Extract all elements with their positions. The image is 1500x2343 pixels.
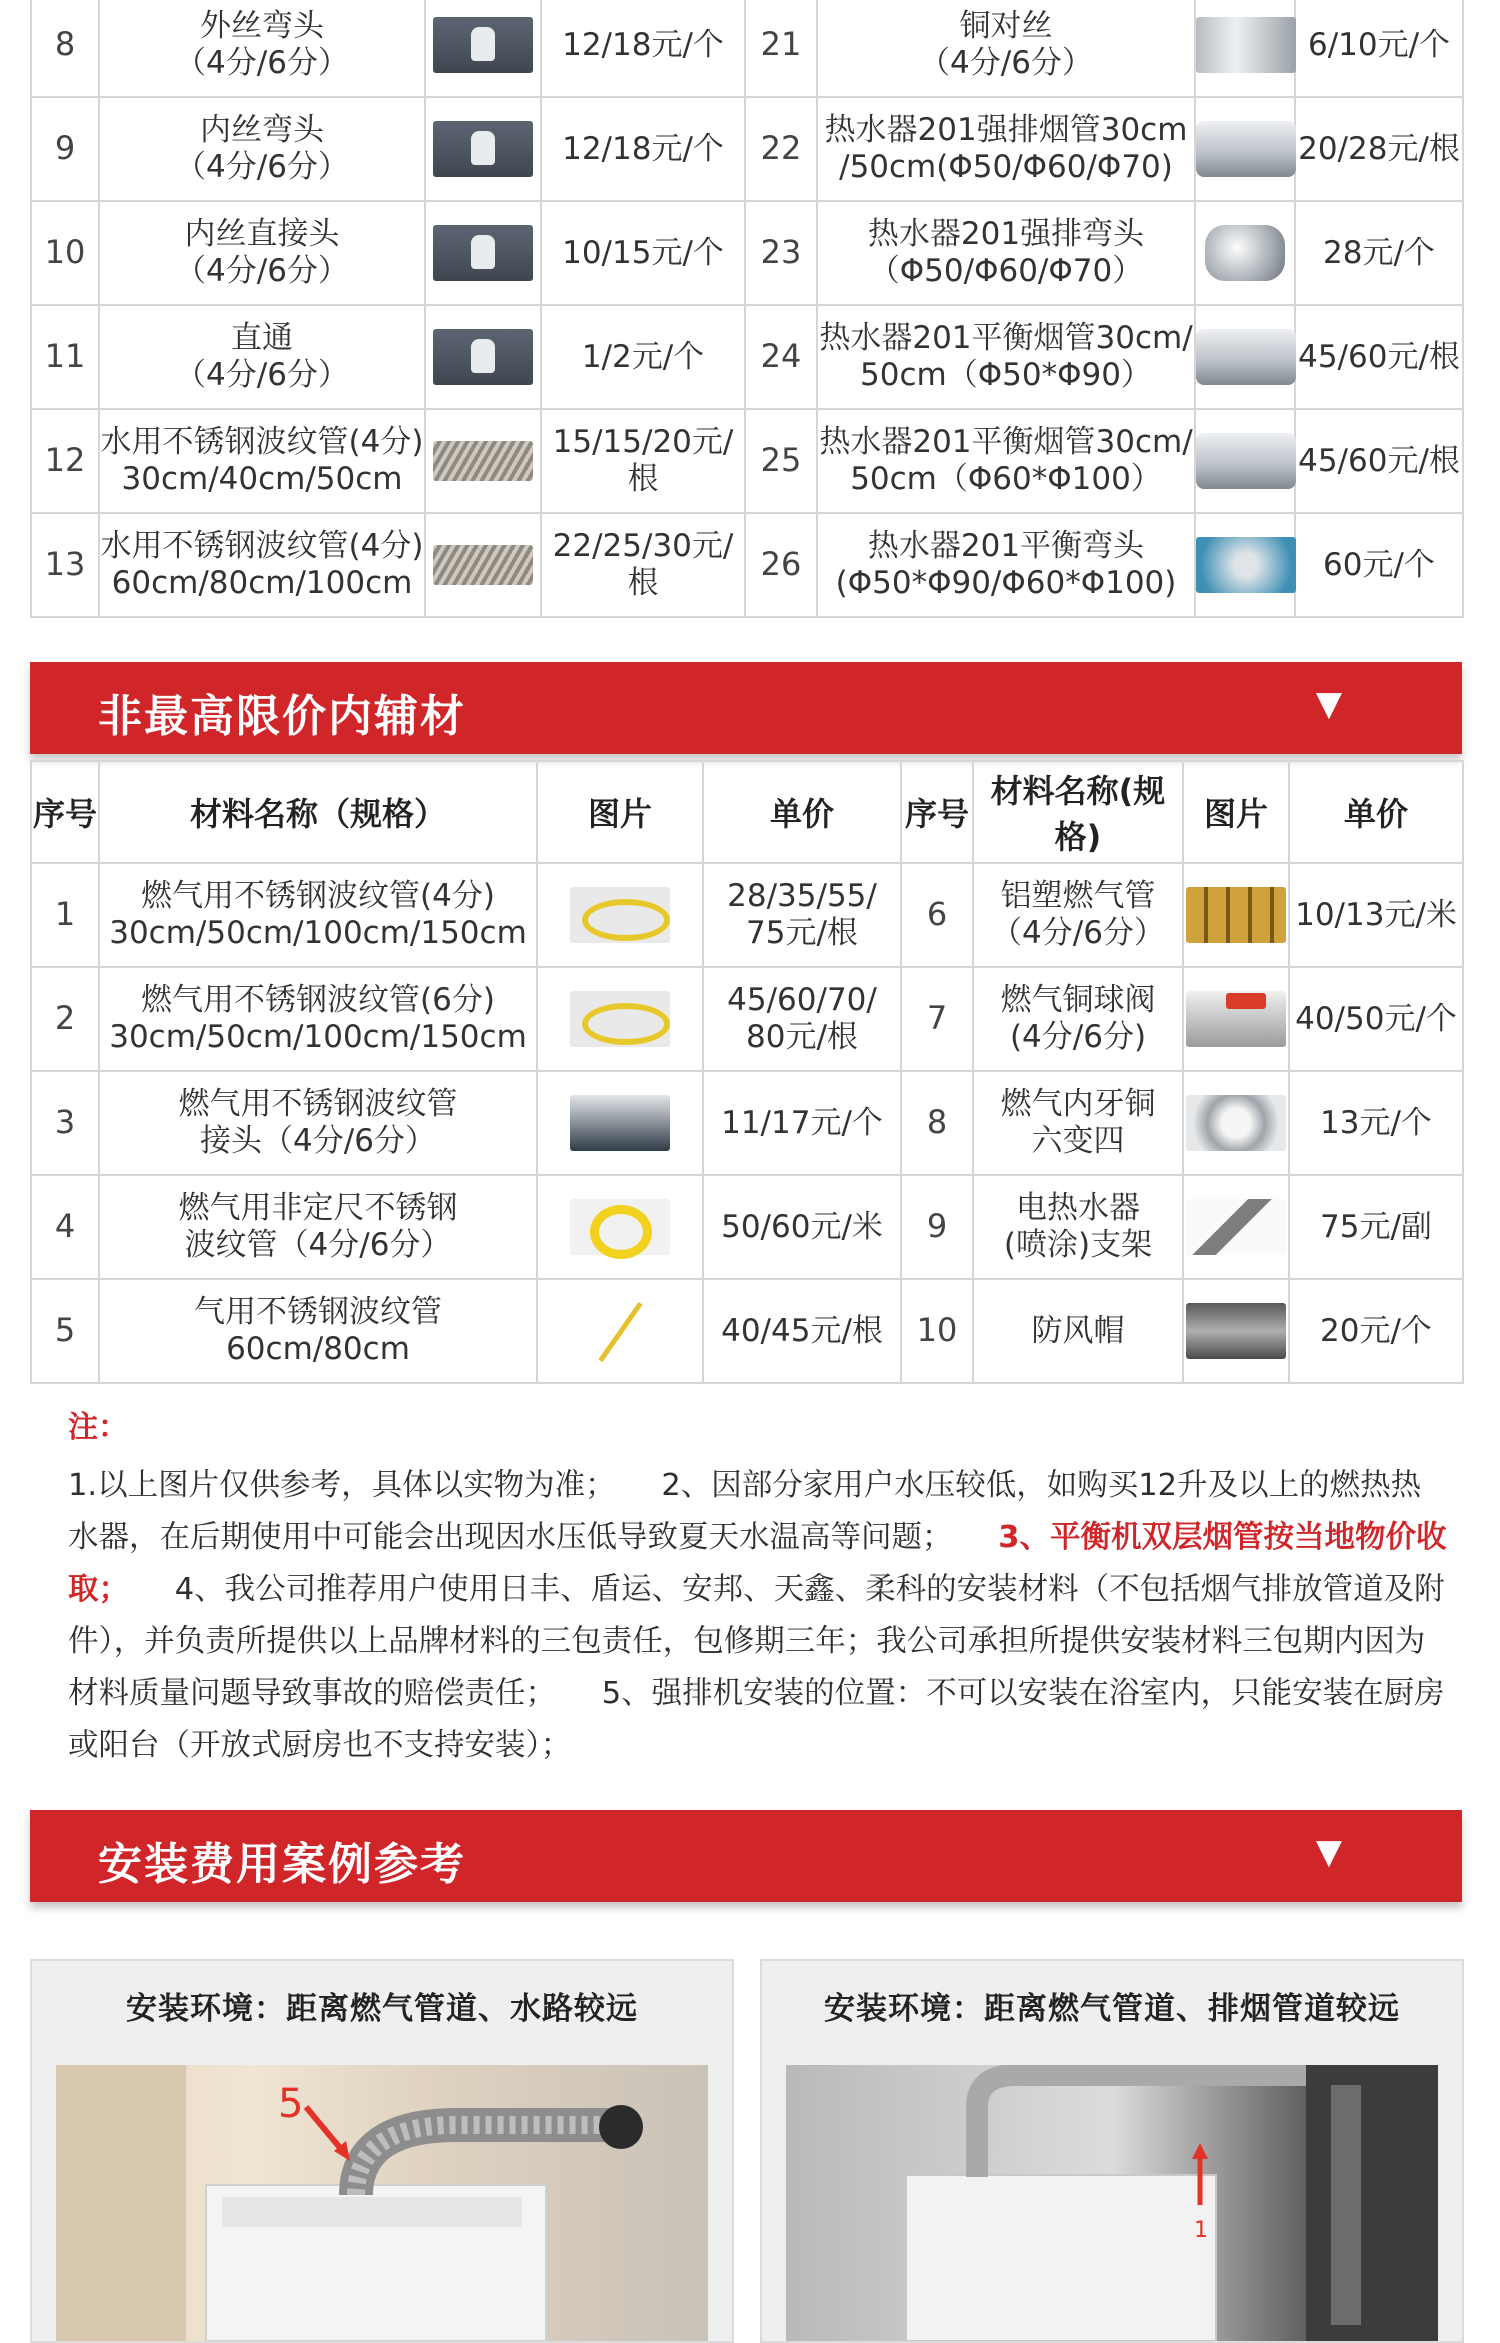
balanced-flue-icon (1196, 433, 1296, 489)
case-label: 安装环境：距离燃气管道、排烟管道较远 (824, 1991, 1400, 2027)
unit-price (541, 97, 745, 201)
unit-price-text: 6/10元/个 (1307, 26, 1451, 63)
material-name-line-1: 内丝直接头 (184, 216, 340, 253)
material-image-2 (1183, 863, 1289, 967)
material-name-line-1: 燃气用不锈钢波纹管(6分) (141, 982, 495, 1019)
unit-price-2 (1295, 201, 1463, 305)
header-price-2: 单价 (1289, 761, 1463, 863)
material-image (425, 201, 541, 305)
material-image (425, 305, 541, 409)
row-number (31, 1071, 99, 1175)
row-number-text: 13 (44, 545, 86, 584)
unit-price-2 (1289, 863, 1463, 967)
material-name-line-2: /50cm(Φ50/Φ60/Φ70) (839, 149, 1173, 185)
row-number-text: 10 (44, 233, 86, 272)
unit-price-2 (1295, 513, 1463, 617)
unit-price-text: 22/25/30元/根 (552, 528, 734, 601)
unit-price (703, 863, 901, 967)
install-photo (786, 2065, 1438, 2341)
notes-paragraph: 1.以上图片仅供参考，具体以实物为准； 2、因部分家用户水压较低，如购买12升及以上的燃热热水器，在后期使用中可能会出现因水压低导致夏天水温高等问题； (68, 1468, 1422, 1555)
balanced-elbow-icon (1196, 537, 1296, 593)
unit-price (703, 1175, 901, 1279)
row-number (31, 513, 99, 617)
row-number-text: 9 (926, 1207, 948, 1246)
row-number-text: 23 (760, 233, 802, 272)
unit-price-text: 13元/个 (1320, 1104, 1432, 1141)
unit-price-line-2: 75元/根 (746, 915, 858, 951)
row-number (31, 967, 99, 1071)
unit-price-text: 28元/个 (1323, 234, 1435, 271)
material-name-line-2: 50cm（Φ60*Φ100） (850, 461, 1162, 497)
table-row (31, 1279, 1463, 1383)
material-name-2 (817, 97, 1195, 201)
material-name-line-2: 60cm/80cm (226, 1331, 410, 1367)
material-name (99, 1175, 537, 1279)
aluminum-gas-pipe-icon (1186, 887, 1286, 943)
flue-elbow-icon (1205, 225, 1285, 281)
material-name-line-1: 燃气用不锈钢波纹管(4分) (141, 878, 495, 915)
row-number-2 (901, 967, 973, 1071)
unit-price (703, 967, 901, 1071)
row-number-2 (901, 863, 973, 967)
material-image (537, 1279, 703, 1383)
header-name: 材料名称（规格） (99, 761, 537, 863)
unit-price-text: 12/18元/个 (562, 130, 724, 167)
fitting-elbow-icon (433, 17, 533, 73)
material-image-2 (1195, 201, 1295, 305)
material-name-line-1: 热水器201平衡烟管30cm/ (819, 320, 1193, 357)
material-name-line-1: 燃气用不锈钢波纹管 (178, 1086, 458, 1123)
material-name-line-1: 铝塑燃气管 (1000, 878, 1156, 915)
gas-hose-icon (570, 887, 670, 943)
row-number-text: 12 (44, 441, 86, 480)
unit-price-2 (1295, 0, 1463, 97)
row-number-text: 3 (54, 1103, 76, 1142)
case-marker: 1 (1194, 2218, 1208, 2243)
material-name-line-1: 水用不锈钢波纹管(4分) (100, 528, 424, 565)
case-label: 安装环境：距离燃气管道、水路较远 (126, 1991, 638, 2027)
material-image-2 (1195, 97, 1295, 201)
case-marker: 5 (278, 2081, 304, 2127)
row-number-text: 11 (44, 337, 86, 376)
unit-price-line-1: 45/60/70/ (727, 982, 877, 1019)
row-number (31, 305, 99, 409)
material-name-line-1: 热水器201强排弯头 (867, 216, 1145, 253)
unit-price-2 (1295, 305, 1463, 409)
material-name-line-1: 热水器201平衡弯头 (867, 528, 1145, 565)
heater-bracket-icon (1186, 1199, 1286, 1255)
fitting-elbow-icon (433, 121, 533, 177)
row-number (31, 201, 99, 305)
flue-pipe-icon (1196, 121, 1296, 177)
material-name-line-2: （4分/6分） (175, 357, 349, 393)
material-name-line-2: 30cm/50cm/100cm/150cm (109, 1019, 527, 1055)
unit-price-text: 15/15/20元/根 (552, 424, 734, 497)
table-row (31, 0, 1463, 97)
material-name-line-1: 燃气铜球阀 (1000, 982, 1156, 1019)
material-name-2 (817, 201, 1195, 305)
material-name (99, 305, 425, 409)
material-image-2 (1195, 513, 1295, 617)
coiled-hose-icon (570, 1199, 670, 1255)
unit-price-text: 40/50元/个 (1295, 1000, 1457, 1037)
material-image-2 (1183, 1279, 1289, 1383)
section-title: 非最高限价内辅材 (98, 691, 466, 742)
material-name-line-1: 燃气内牙铜 (1000, 1086, 1156, 1123)
unit-price-2 (1295, 409, 1463, 513)
material-name-line-2: （4分/6分） (175, 45, 349, 81)
unit-price-text: 10/13元/米 (1295, 896, 1457, 933)
material-name-text: 防风帽 (1031, 1312, 1125, 1349)
unit-price-text: 10/15元/个 (562, 234, 724, 271)
row-number-text: 9 (54, 129, 76, 168)
unit-price-text: 75元/副 (1320, 1208, 1432, 1245)
unit-price (541, 305, 745, 409)
install-photo-illustration (786, 2065, 1438, 2341)
table-row (31, 97, 1463, 201)
material-name (99, 1071, 537, 1175)
brass-reducer-icon (1186, 1095, 1286, 1151)
unit-price-text: 20元/个 (1320, 1312, 1432, 1349)
unit-price-line-1: 28/35/55/ (727, 878, 877, 915)
material-name (99, 967, 537, 1071)
unit-price-2 (1295, 97, 1463, 201)
section-title-2: 安装费用案例参考 (98, 1839, 466, 1890)
material-name (99, 0, 425, 97)
table-row (31, 967, 1463, 1071)
row-number-text: 6 (926, 895, 948, 934)
header-pic-2: 图片 (1183, 761, 1289, 863)
header-price: 单价 (703, 761, 901, 863)
notes-title: 注： (68, 1410, 128, 1445)
unit-price (541, 0, 745, 97)
material-name-2 (817, 409, 1195, 513)
material-name-line-2: (喷涂)支架 (1003, 1227, 1153, 1263)
material-name (99, 513, 425, 617)
gas-hose-icon (570, 991, 670, 1047)
table-row (31, 1175, 1463, 1279)
material-image-2 (1183, 1071, 1289, 1175)
material-name-line-2: 60cm/80cm/100cm (111, 565, 413, 601)
row-number-text: 21 (760, 25, 802, 64)
row-number-text: 7 (926, 999, 948, 1038)
install-case-card-1[interactable] (30, 1959, 734, 2343)
table-row (31, 513, 1463, 617)
header-seq: 序号 (31, 761, 99, 863)
material-name-2 (973, 863, 1183, 967)
wind-cap-icon (1186, 1303, 1286, 1359)
material-name-line-2: 波纹管（4分/6分） (184, 1227, 452, 1263)
unit-price-text: 45/60元/根 (1298, 338, 1460, 375)
unit-price-2 (1289, 967, 1463, 1071)
install-photo-illustration (56, 2065, 708, 2341)
unit-price-text: 20/28元/根 (1298, 130, 1460, 167)
row-number-2 (745, 201, 817, 305)
unit-price (703, 1071, 901, 1175)
table-row (31, 305, 1463, 409)
material-name-line-2: 30cm/50cm/100cm/150cm (109, 915, 527, 951)
material-name-line-2: （Φ50/Φ60/Φ70） (868, 253, 1144, 289)
unit-price (703, 1279, 901, 1383)
table-row (31, 201, 1463, 305)
header-name-2: 材料名称(规格) (973, 761, 1183, 863)
row-number (31, 863, 99, 967)
material-image (537, 1175, 703, 1279)
material-name-line-1: 电热水器 (1016, 1190, 1140, 1227)
row-number (31, 1175, 99, 1279)
row-number-2 (745, 305, 817, 409)
row-number (31, 1279, 99, 1383)
unit-price-2 (1289, 1071, 1463, 1175)
row-number-text: 8 (54, 25, 76, 64)
unit-price-text: 1/2元/个 (581, 338, 705, 375)
row-number (31, 409, 99, 513)
chevron-down-icon[interactable]: ▼ (1315, 1832, 1342, 1872)
unit-price (541, 513, 745, 617)
material-image-2 (1183, 967, 1289, 1071)
notes-highlight: 3、平衡机双层烟管按当地物价收取； (68, 1520, 1447, 1607)
material-image (425, 97, 541, 201)
section-banner-non-capped-materials (30, 662, 1462, 754)
material-name (99, 97, 425, 201)
material-name-2 (973, 1279, 1183, 1383)
material-name-line-2: 30cm/40cm/50cm (121, 461, 403, 497)
row-number-2 (901, 1279, 973, 1383)
fitting-coupling-icon (433, 329, 533, 385)
material-name-line-2: (Φ50*Φ90/Φ60*Φ100) (835, 565, 1177, 601)
chevron-down-icon[interactable]: ▼ (1315, 684, 1342, 724)
install-photo (56, 2065, 708, 2341)
install-case-card-2[interactable] (760, 1959, 1464, 2343)
material-name-line-2: 接头（4分/6分） (200, 1123, 436, 1159)
section-banner-install-cases (30, 1810, 1462, 1902)
row-number-text: 10 (916, 1311, 958, 1350)
material-name-line-2: (4分/6分) (1009, 1019, 1147, 1055)
material-name-line-1: 热水器201平衡烟管30cm/ (819, 424, 1193, 461)
material-name-2 (973, 967, 1183, 1071)
table-row (31, 409, 1463, 513)
straight-hose-icon (570, 1303, 670, 1359)
brass-nipple-icon (1196, 17, 1296, 73)
notes-text (68, 1460, 1448, 1772)
row-number-text: 24 (760, 337, 802, 376)
row-number-text: 25 (760, 441, 802, 480)
material-name-line-1: 直通 (231, 320, 293, 357)
unit-price (541, 201, 745, 305)
bellows-hose-icon (433, 441, 533, 481)
material-image (537, 967, 703, 1071)
material-image (425, 0, 541, 97)
material-image-2 (1195, 0, 1295, 97)
accessory-price-table-2 (30, 760, 1464, 1384)
unit-price-2 (1289, 1175, 1463, 1279)
row-number-text: 4 (54, 1207, 76, 1246)
row-number-text: 26 (760, 545, 802, 584)
row-number (31, 0, 99, 97)
unit-price-text: 50/60元/米 (721, 1208, 883, 1245)
material-name (99, 409, 425, 513)
table-row (31, 1071, 1463, 1175)
material-name-line-2: 六变四 (1031, 1123, 1125, 1159)
notes-block (68, 1408, 1448, 1772)
row-number-2 (745, 513, 817, 617)
table-row (31, 863, 1463, 967)
material-name-2 (817, 513, 1195, 617)
material-name-line-1: 气用不锈钢波纹管 (194, 1294, 442, 1331)
material-name-line-1: 内丝弯头 (200, 112, 324, 149)
material-name (99, 1279, 537, 1383)
bellows-hose-icon (433, 545, 533, 585)
unit-price (541, 409, 745, 513)
row-number-2 (901, 1175, 973, 1279)
row-number-text: 2 (54, 999, 76, 1038)
hose-joint-icon (570, 1095, 670, 1151)
material-name-2 (973, 1071, 1183, 1175)
material-name-line-1: 热水器201强排烟管30cm (824, 112, 1188, 149)
row-number-2 (745, 409, 817, 513)
notes-paragraph-2: 4、我公司推荐用户使用日丰、盾运、安邦、天鑫、柔科的安装材料（不包括烟气排放管道及附件），并负责所提供以上品牌材料的三包责任，包修期三年；我公司承担所提供安装材料三包期内因为材料质量问题导致事故的赔偿责任； 5、强排机安装的位置：不可以安装在浴室内，只能安装在厨房或阳台（开放式厨房也不支持安装）； (68, 1572, 1445, 1763)
unit-price-text: 60元/个 (1323, 546, 1435, 583)
material-image-2 (1195, 305, 1295, 409)
material-name (99, 201, 425, 305)
unit-price-2 (1289, 1279, 1463, 1383)
unit-price-text: 45/60元/根 (1298, 442, 1460, 479)
row-number (31, 97, 99, 201)
material-name-line-1: 水用不锈钢波纹管(4分) (100, 424, 424, 461)
material-image (425, 513, 541, 617)
row-number-2 (901, 1071, 973, 1175)
unit-price-text: 11/17元/个 (721, 1104, 883, 1141)
material-name (99, 863, 537, 967)
material-name-2 (817, 0, 1195, 97)
unit-price-text: 40/45元/根 (721, 1312, 883, 1349)
material-image (537, 1071, 703, 1175)
fitting-straight-icon (433, 225, 533, 281)
material-name-line-2: 50cm（Φ50*Φ90） (860, 357, 1152, 393)
material-name-2 (973, 1175, 1183, 1279)
material-image-2 (1195, 409, 1295, 513)
accessory-price-table-1 (30, 0, 1464, 618)
material-name-2 (817, 305, 1195, 409)
unit-price-text: 12/18元/个 (562, 26, 724, 63)
material-name-line-2: （4分/6分） (991, 915, 1165, 951)
material-name-line-2: （4分/6分） (175, 253, 349, 289)
material-image (537, 863, 703, 967)
material-name-line-2: （4分/6分） (175, 149, 349, 185)
header-pic: 图片 (537, 761, 703, 863)
row-number-text: 8 (926, 1103, 948, 1142)
row-number-text: 22 (760, 129, 802, 168)
header-seq-2: 序号 (901, 761, 973, 863)
material-image (425, 409, 541, 513)
material-name-line-1: 铜对丝 (959, 8, 1053, 45)
row-number-2 (745, 97, 817, 201)
unit-price-line-2: 80元/根 (746, 1019, 858, 1055)
material-name-line-2: （4分/6分） (919, 45, 1093, 81)
balanced-flue-icon (1196, 329, 1296, 385)
row-number-text: 1 (54, 895, 76, 934)
row-number-text: 5 (54, 1311, 76, 1350)
material-name-line-1: 外丝弯头 (200, 8, 324, 45)
material-name-line-1: 燃气用非定尺不锈钢 (178, 1190, 458, 1227)
ball-valve-icon (1186, 991, 1286, 1047)
row-number-2 (745, 0, 817, 97)
material-image-2 (1183, 1175, 1289, 1279)
